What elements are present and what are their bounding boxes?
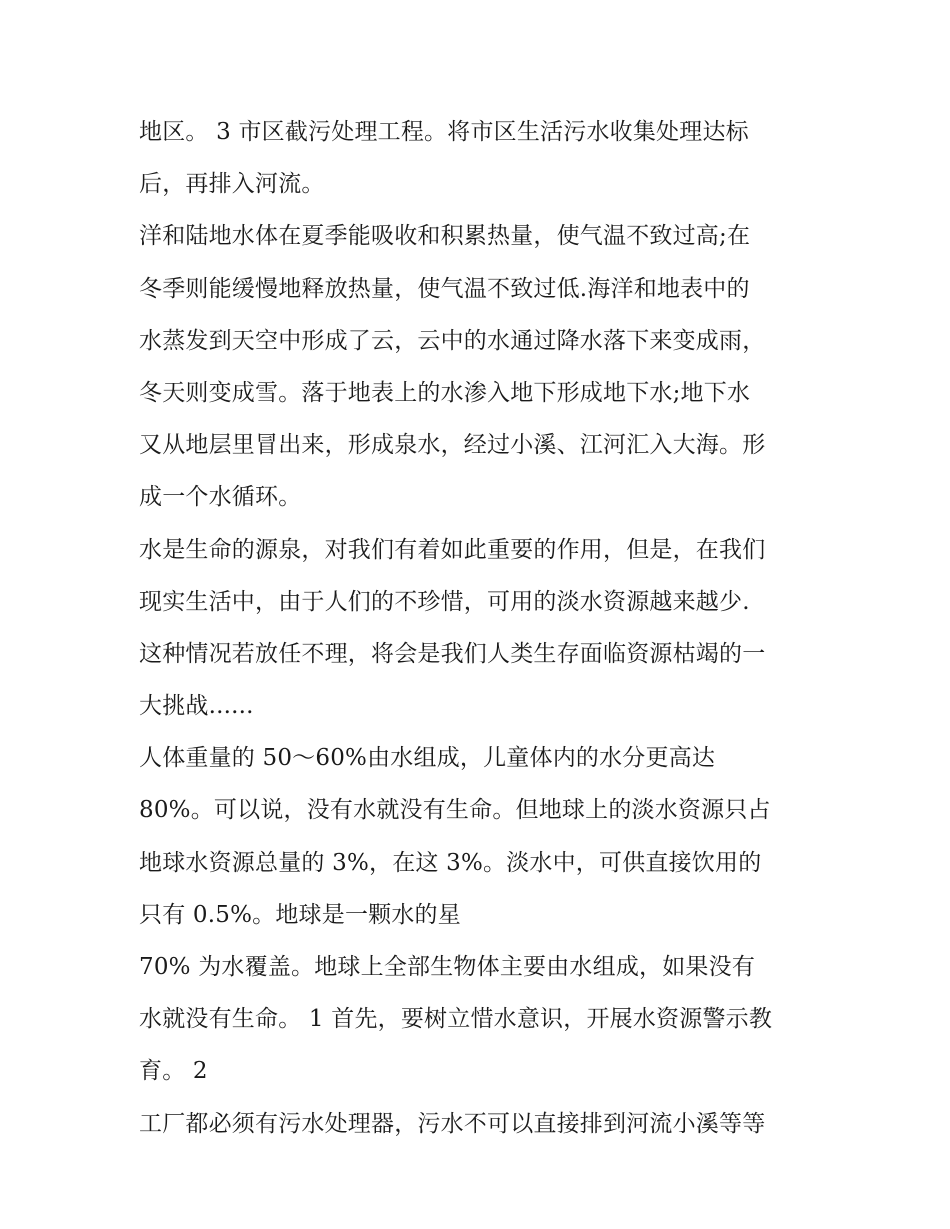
text-line: 地球水资源总量的 3%，在这 3%。淡水中，可供直接饮用的: [139, 849, 762, 876]
text-line: 育。 2: [139, 1058, 208, 1085]
text-line: 人体重量的 50～60%由水组成，儿童体内的水分更高达: [139, 745, 716, 772]
text-line: 现实生活中，由于人们的不珍惜，可用的淡水资源越来越少.: [139, 588, 750, 615]
text-line: 只有 0.5%。地球是一颗水的星: [139, 901, 461, 928]
text-line: 80%。可以说，没有水就没有生命。但地球上的淡水资源只占: [139, 797, 771, 824]
document-body: [139, 106, 829, 1150]
text-line: 洋和陆地水体在夏季能吸收和积累热量，使气温不致过高;在: [139, 223, 751, 250]
text-line: 又从地层里冒出来，形成泉水，经过小溪、江河汇入大海。形: [139, 432, 766, 459]
text-line: 成一个水循环。: [139, 484, 302, 511]
text-line: 水是生命的源泉，对我们有着如此重要的作用，但是，在我们: [139, 536, 766, 563]
text-line: 大挑战......: [139, 693, 254, 720]
text-line: 这种情况若放任不理，将会是我们人类生存面临资源枯竭的一: [139, 640, 766, 667]
text-line: 冬季则能缓慢地释放热量，使气温不致过低.海洋和地表中的: [139, 275, 750, 302]
text-line: 70% 为水覆盖。地球上全部生物体主要由水组成，如果没有: [139, 954, 756, 980]
text-line: 地区。 3 市区截污处理工程。将市区生活污水收集处理达标: [139, 119, 749, 145]
text-line: 工厂都必须有污水处理器，污水不可以直接排到河流小溪等等: [139, 1110, 766, 1137]
text-line: 冬天则变成雪。落于地表上的水渗入地下形成地下水;地下水: [139, 379, 751, 406]
text-line: 水蒸发到天空中形成了云，云中的水通过降水落下来变成雨，: [139, 327, 766, 354]
text-line: 后，再排入河流。: [139, 171, 325, 198]
text-line: 水就没有生命。 1 首先，要树立惜水意识，开展水资源警示教: [139, 1006, 773, 1033]
